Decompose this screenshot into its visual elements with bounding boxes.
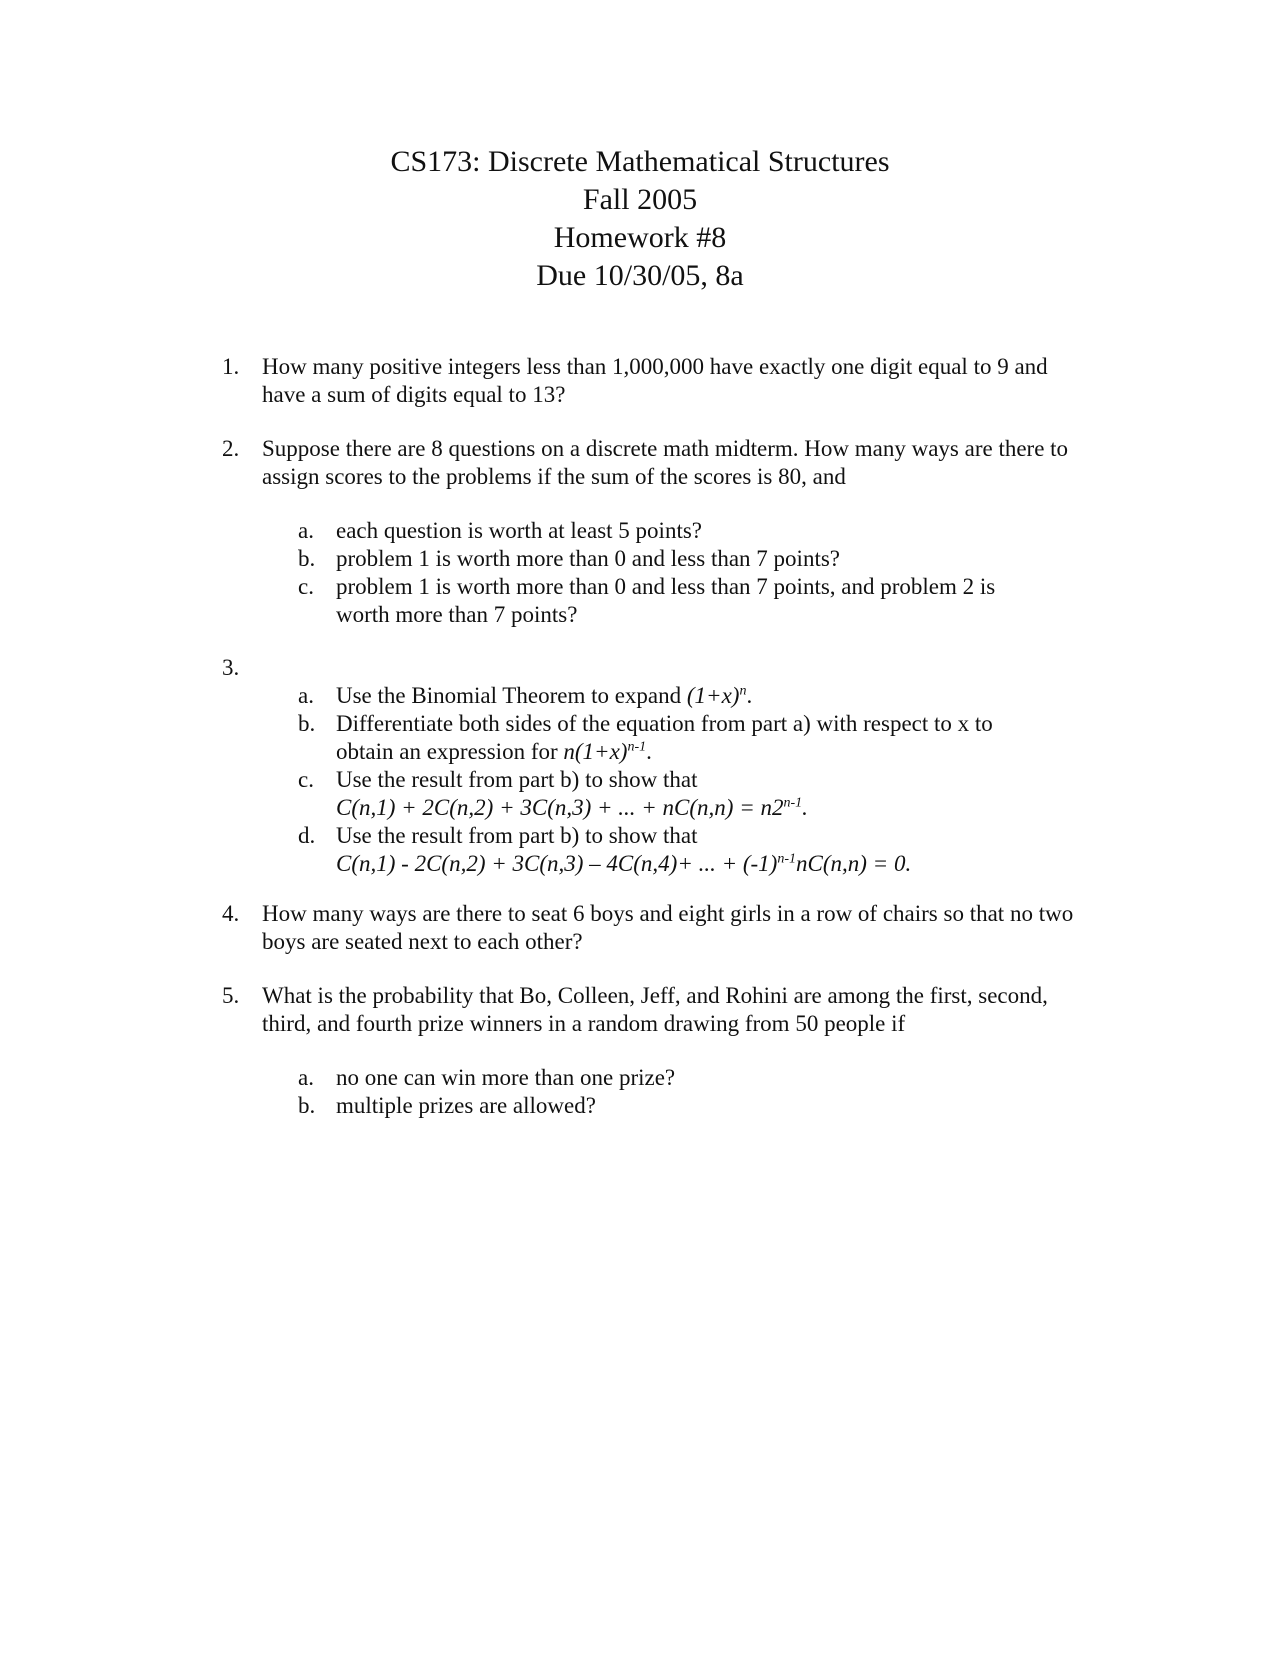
part-text: problem 1 is worth more than 0 and less than 7 points? <box>336 546 841 571</box>
question-3 <box>222 654 1082 878</box>
part-label: d. <box>298 823 316 848</box>
formula <box>336 794 1082 822</box>
question-part <box>298 766 1082 822</box>
question-text: How many ways are there to seat 6 boys and eight girls in a row of chairs so that no two boys are seated next to each other? <box>262 901 1074 954</box>
part-text: problem 1 is worth more than 0 and less than 7 points, and problem 2 is worth more than 7 points? <box>336 574 996 627</box>
question-part <box>298 822 1082 878</box>
question-part <box>298 1064 1082 1092</box>
math-exponent: n-1 <box>627 739 647 755</box>
part-label: c. <box>298 767 314 792</box>
due-date: Due 10/30/05, 8a <box>536 259 744 292</box>
question-number: 5. <box>222 983 240 1008</box>
question-part <box>298 710 1082 766</box>
part-label: b. <box>298 711 316 736</box>
formula <box>336 850 1082 878</box>
question-4 <box>222 900 1082 956</box>
formula-body: C(n,1) + 2C(n,2) + 3C(n,3) + ... + nC(n,n) = n2 <box>336 795 784 820</box>
question-2 <box>222 435 1082 629</box>
part-text: multiple prizes are allowed? <box>336 1093 596 1118</box>
question-part <box>298 1092 1082 1120</box>
part-label: a. <box>298 518 314 543</box>
question-part <box>298 573 1082 629</box>
part-text: Use the result from part b) to show that <box>336 767 698 792</box>
part-label: a. <box>298 683 314 708</box>
formula-tail: nC(n,n) = 0. <box>796 851 912 876</box>
math-exponent: n-1 <box>783 795 803 811</box>
question-number: 2. <box>222 436 240 461</box>
course-title: CS173: Discrete Mathematical Structures <box>390 145 890 178</box>
part-text: each question is worth at least 5 points? <box>336 518 703 543</box>
question-part <box>298 545 1082 573</box>
math-expression: n(1+x) <box>563 739 628 764</box>
question-number: 1. <box>222 354 240 379</box>
document-header <box>0 143 1280 295</box>
punctuation: . <box>746 683 753 708</box>
part-text: Use the result from part b) to show that <box>336 823 698 848</box>
question-number: 3. <box>222 655 240 680</box>
part-text: no one can win more than one prize? <box>336 1065 676 1090</box>
question-number: 4. <box>222 901 240 926</box>
part-label: c. <box>298 574 314 599</box>
math-exponent: n-1 <box>777 851 797 867</box>
formula-body: C(n,1) - 2C(n,2) + 3C(n,3) – 4C(n,4)+ ... + (-1) <box>336 851 778 876</box>
question-text: Suppose there are 8 questions on a discrete math midterm. How many ways are there to assign scores to the problems if the sum of the scores is 80, and <box>262 436 1069 489</box>
part-text: Use the Binomial Theorem to expand <box>336 683 687 708</box>
question-part <box>298 517 1082 545</box>
math-exponent: n <box>739 683 747 699</box>
question-part <box>298 682 1082 710</box>
question-1 <box>222 353 1082 409</box>
math-expression: (1+x) <box>686 683 740 708</box>
part-label: a. <box>298 1065 314 1090</box>
question-text: How many positive integers less than 1,000,000 have exactly one digit equal to 9 and have a sum of digits equal to 13? <box>262 354 1048 407</box>
question-text: What is the probability that Bo, Colleen, Jeff, and Rohini are among the first, second, third, and fourth prize winners in a random drawing from 50 people if <box>262 983 1048 1036</box>
part-label: b. <box>298 1093 316 1118</box>
punctuation: . <box>646 739 652 764</box>
formula-tail: . <box>802 795 808 820</box>
term: Fall 2005 <box>582 183 698 216</box>
part-label: b. <box>298 546 316 571</box>
question-5 <box>222 982 1082 1120</box>
part-text: Differentiate both sides of the equation from part a) with respect to x to obtain an expression for <box>336 711 993 764</box>
assignment-title: Homework #8 <box>553 221 727 254</box>
